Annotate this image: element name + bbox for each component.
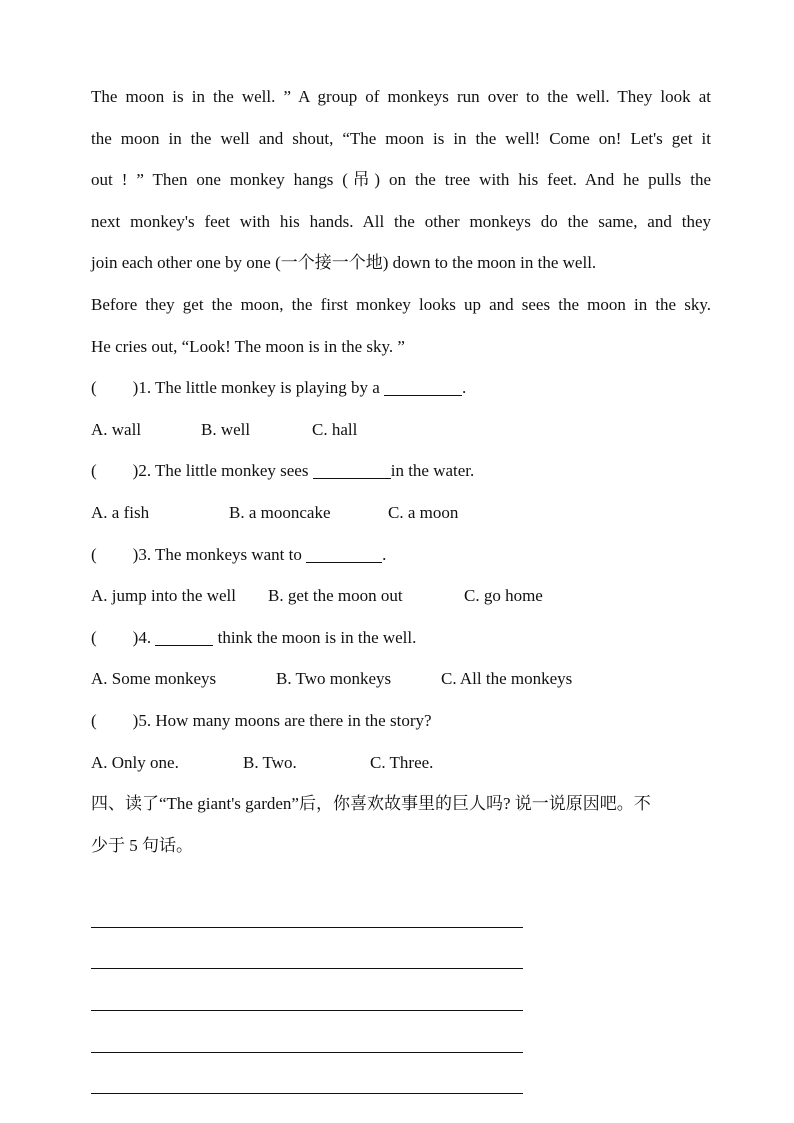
question-text-after: . (462, 378, 467, 398)
fill-blank[interactable] (155, 628, 213, 646)
passage-line: Before they get the moon, the first monkey looks up and sees the moon in the sky. (91, 294, 711, 314)
option-b: B. Two monkeys (276, 669, 392, 689)
option-b: B. a mooncake (229, 502, 331, 522)
answer-bracket-open: ( (91, 378, 97, 398)
question-text: How many moons are there in the story? (151, 710, 432, 730)
options-4 (91, 658, 711, 700)
answer-bracket-open: ( (91, 544, 97, 564)
option-c: C. a moon (388, 502, 459, 522)
option-a: A. jump into the well (91, 586, 236, 606)
writing-line[interactable] (91, 928, 523, 970)
question-number: )3. (132, 544, 152, 564)
passage-line: the moon in the well and shout, “The moon is in the well! Come on! Let's get it (91, 128, 711, 148)
passage-line: next monkey's feet with his hands. All the other monkeys do the same, and they (91, 211, 711, 231)
answer-bracket-open: ( (91, 461, 97, 481)
options-5 (91, 742, 711, 784)
fill-blank[interactable] (306, 545, 382, 563)
writing-line[interactable] (91, 969, 523, 1011)
question-text-after: . (382, 544, 387, 564)
option-a: A. wall (91, 419, 142, 439)
question-number: )4. (132, 627, 152, 647)
question-text-after: in the water. (390, 461, 475, 481)
passage-line: The moon is in the well. ” A group of monkeys run over to the well. They look at (91, 87, 711, 106)
option-b: B. get the moon out (268, 586, 403, 606)
writing-line[interactable] (91, 1053, 523, 1095)
question-3 (91, 534, 711, 576)
question-text-after: think the moon is in the well. (213, 627, 417, 647)
options-3 (91, 575, 711, 617)
section-4-prompt: 四、读了“The giant's garden”后，你喜欢故事里的巨人吗? 说一说原因吧。不 (91, 794, 651, 814)
section-4-prompt-cont: 少于 5 句话。 (91, 835, 193, 855)
options-1 (91, 409, 711, 451)
question-4 (91, 617, 711, 659)
passage-line: He cries out, “Look! The moon is in the sky. ” (91, 336, 405, 356)
writing-line[interactable] (91, 886, 523, 928)
question-number: )2. (132, 461, 152, 481)
reading-passage (91, 76, 711, 367)
option-b: B. Two. (243, 752, 297, 772)
option-b: B. well (201, 419, 251, 439)
answer-bracket-open: ( (91, 710, 97, 730)
question-text: The little monkey is playing by a (151, 378, 385, 398)
question-number: )5. (132, 710, 152, 730)
option-a: A. Only one. (91, 752, 179, 772)
answer-bracket-open: ( (91, 627, 97, 647)
passage-line: out ! ” Then one monkey hangs (吊) on the tree with his feet. And he pulls the (91, 170, 711, 190)
writing-line[interactable] (91, 1011, 523, 1053)
question-1 (91, 367, 711, 409)
option-a: A. a fish (91, 502, 150, 522)
passage-line: join each other one by one (一个接一个地) down to the moon in the well. (91, 253, 597, 273)
option-c: C. go home (464, 586, 543, 606)
fill-blank[interactable] (384, 378, 462, 396)
option-c: C. Three. (370, 752, 434, 772)
question-5 (91, 700, 711, 742)
worksheet-content (91, 76, 711, 1094)
option-c: C. All the monkeys (441, 669, 573, 689)
question-text: The monkeys want to (151, 544, 307, 564)
option-c: C. hall (312, 419, 358, 439)
question-text: The little monkey sees (151, 461, 313, 481)
question-2 (91, 450, 711, 492)
fill-blank[interactable] (313, 461, 391, 479)
writing-area (91, 886, 711, 1094)
question-number: )1. (132, 378, 152, 398)
option-a: A. Some monkeys (91, 669, 217, 689)
options-2 (91, 492, 711, 534)
